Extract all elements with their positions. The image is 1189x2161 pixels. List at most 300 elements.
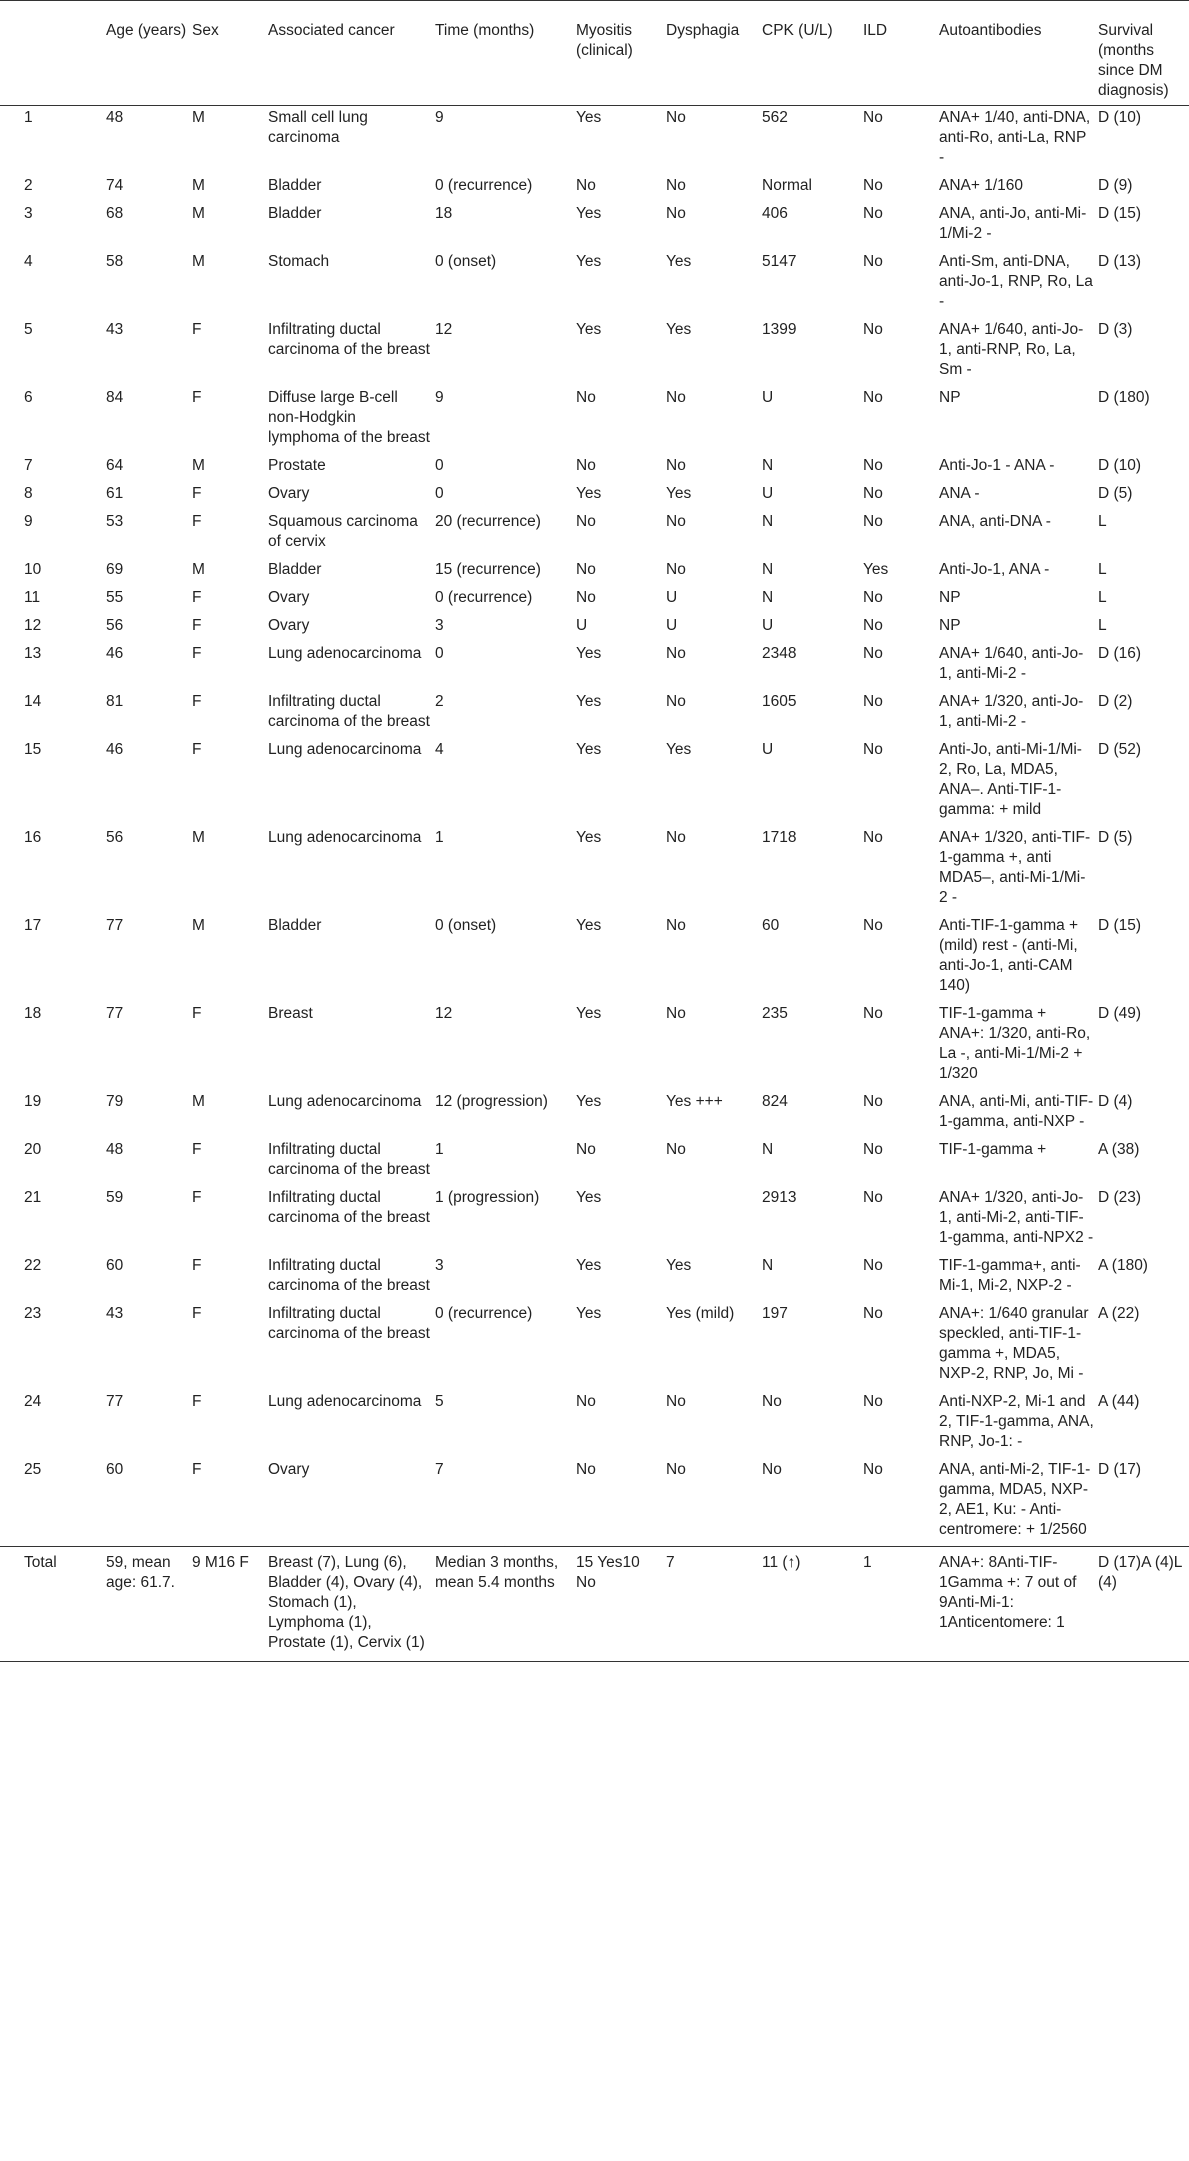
cell-myositis: No <box>576 513 596 530</box>
cell-myositis: U <box>576 617 588 634</box>
cell-time: 5 <box>435 1393 444 1410</box>
col-header-index <box>0 1 106 106</box>
table-row <box>0 1138 1189 1186</box>
cell-cancer: Bladder <box>268 917 322 934</box>
cell-myositis: Yes <box>576 1093 602 1110</box>
cell-cancer: Lung adenocarcinoma <box>268 829 422 846</box>
cell-autoantibodies: TIF-1-gamma + <box>939 1141 1047 1158</box>
cell-cancer: Lung adenocarcinoma <box>268 645 422 662</box>
cell-sex: F <box>192 617 202 634</box>
cell-cancer: Bladder <box>268 177 322 194</box>
table-row <box>0 1186 1189 1254</box>
cell-ild: No <box>863 693 883 710</box>
cell-myositis: No <box>576 589 596 606</box>
cell-age: 55 <box>106 589 124 606</box>
cell-survival: L <box>1098 589 1107 606</box>
cell-sex: M <box>192 1093 205 1110</box>
cell-age: 77 <box>106 1005 124 1022</box>
cell-dysphagia: No <box>666 561 686 578</box>
cell-autoantibodies: Anti-Sm, anti-DNA, anti-Jo-1, RNP, Ro, La - <box>939 253 1093 310</box>
total-sex: 9 M16 F <box>192 1554 249 1571</box>
col-header-time: Time (months) <box>435 22 535 39</box>
cell-autoantibodies: TIF-1-gamma + ANA+: 1/320, anti-Ro, La -, anti-Mi-1/Mi-2 + 1/320 <box>939 1005 1091 1082</box>
cell-age: 60 <box>106 1257 124 1274</box>
cell-time: 20 (recurrence) <box>435 513 541 530</box>
cell-myositis: Yes <box>576 1189 602 1206</box>
cell-ild: No <box>863 1305 883 1322</box>
total-myositis: 15 Yes10 No <box>576 1554 640 1591</box>
cell-sex: F <box>192 1141 202 1158</box>
cell-cpk: U <box>762 741 774 758</box>
table-row <box>0 558 1189 586</box>
cell-autoantibodies: Anti-Jo, anti-Mi-1/Mi-2, Ro, La, MDA5, ANA–. Anti-TIF-1-gamma: + mild <box>939 741 1082 818</box>
cell-ild: No <box>863 1141 883 1158</box>
col-header-cancer: Associated cancer <box>268 22 395 39</box>
cell-index: 23 <box>24 1305 42 1322</box>
cell-ild: No <box>863 457 883 474</box>
cell-time: 12 (progression) <box>435 1093 548 1110</box>
cell-cancer: Breast <box>268 1005 313 1022</box>
cell-survival: A (44) <box>1098 1393 1140 1410</box>
cell-time: 0 (recurrence) <box>435 589 533 606</box>
cell-survival: D (5) <box>1098 485 1133 502</box>
cell-dysphagia: Yes <box>666 321 692 338</box>
cell-autoantibodies: NP <box>939 589 961 606</box>
cell-survival: D (10) <box>1098 109 1142 126</box>
cell-age: 53 <box>106 513 124 530</box>
cell-myositis: Yes <box>576 485 602 502</box>
cell-myositis: Yes <box>576 205 602 222</box>
cell-age: 79 <box>106 1093 124 1110</box>
table-row <box>0 1090 1189 1138</box>
cell-dysphagia: No <box>666 645 686 662</box>
cell-time: 1 <box>435 1141 444 1158</box>
cell-dysphagia: U <box>666 589 678 606</box>
cell-age: 43 <box>106 321 124 338</box>
col-header-cpk: CPK (U/L) <box>762 22 833 39</box>
cell-age: 43 <box>106 1305 124 1322</box>
cell-dysphagia: Yes <box>666 741 692 758</box>
cell-survival: L <box>1098 513 1107 530</box>
cell-age: 84 <box>106 389 124 406</box>
cell-cancer: Bladder <box>268 205 322 222</box>
cell-survival: A (38) <box>1098 1141 1140 1158</box>
cell-ild: No <box>863 1005 883 1022</box>
cell-index: 3 <box>24 205 33 222</box>
cell-survival: D (180) <box>1098 389 1150 406</box>
cell-cpk: N <box>762 1141 774 1158</box>
col-header-sex: Sex <box>192 22 219 39</box>
cell-index: 8 <box>24 485 33 502</box>
cell-autoantibodies: Anti-NXP-2, Mi-1 and 2, TIF-1-gamma, ANA, RNP, Jo-1: - <box>939 1393 1094 1450</box>
cell-cpk: N <box>762 1257 774 1274</box>
cell-autoantibodies: ANA, anti-Mi, anti-TIF-1-gamma, anti-NXP - <box>939 1093 1094 1130</box>
cell-time: 18 <box>435 205 453 222</box>
cell-index: 1 <box>24 109 33 126</box>
cell-cancer: Ovary <box>268 617 310 634</box>
cell-autoantibodies: ANA, anti-DNA - <box>939 513 1051 530</box>
cell-time: 4 <box>435 741 444 758</box>
cell-cancer: Small cell lung carcinoma <box>268 109 368 146</box>
cell-dysphagia: No <box>666 205 686 222</box>
total-time: Median 3 months, mean 5.4 months <box>435 1554 559 1591</box>
cell-myositis: Yes <box>576 109 602 126</box>
cell-autoantibodies: ANA+ 1/320, anti-TIF-1-gamma +, anti MDA5–, anti-Mi-1/Mi-2 - <box>939 829 1091 906</box>
cell-survival: L <box>1098 617 1107 634</box>
cell-ild: No <box>863 321 883 338</box>
cell-cancer: Infiltrating ductal carcinoma of the breast <box>268 1305 430 1342</box>
cell-cpk: 1718 <box>762 829 797 846</box>
cell-time: 0 (onset) <box>435 917 497 934</box>
cell-dysphagia: No <box>666 457 686 474</box>
cell-survival: D (52) <box>1098 741 1142 758</box>
cell-dysphagia <box>666 1186 762 1254</box>
cell-cancer: Infiltrating ductal carcinoma of the breast <box>268 1141 430 1178</box>
cell-survival: D (5) <box>1098 829 1133 846</box>
cell-cpk: 60 <box>762 917 780 934</box>
table-row <box>0 614 1189 642</box>
cell-age: 60 <box>106 1461 124 1478</box>
cell-cpk: 235 <box>762 1005 788 1022</box>
table-row <box>0 1302 1189 1390</box>
cell-sex: M <box>192 253 205 270</box>
cell-myositis: Yes <box>576 1257 602 1274</box>
col-header-myositis: Myositis (clinical) <box>576 22 633 59</box>
cell-autoantibodies: ANA+ 1/640, anti-Jo-1, anti-RNP, Ro, La, Sm - <box>939 321 1084 378</box>
cell-time: 15 (recurrence) <box>435 561 541 578</box>
cell-sex: F <box>192 321 202 338</box>
cell-survival: A (180) <box>1098 1257 1148 1274</box>
table-row <box>0 1390 1189 1458</box>
table-row <box>0 914 1189 1002</box>
cell-index: 11 <box>24 589 41 606</box>
cell-myositis: No <box>576 457 596 474</box>
cell-dysphagia: Yes <box>666 253 692 270</box>
cell-cpk: 2348 <box>762 645 797 662</box>
cell-index: 7 <box>24 457 33 474</box>
cell-survival: D (16) <box>1098 645 1142 662</box>
cell-myositis: Yes <box>576 321 602 338</box>
cell-dysphagia: No <box>666 1005 686 1022</box>
cell-age: 48 <box>106 109 124 126</box>
cell-age: 64 <box>106 457 124 474</box>
cell-cpk: 1605 <box>762 693 797 710</box>
cell-survival: D (9) <box>1098 177 1133 194</box>
cell-sex: M <box>192 917 205 934</box>
cell-ild: No <box>863 589 883 606</box>
cell-sex: M <box>192 561 205 578</box>
cell-autoantibodies: ANA - <box>939 485 980 502</box>
cell-ild: No <box>863 917 883 934</box>
table-row <box>0 738 1189 826</box>
cell-ild: No <box>863 1093 883 1110</box>
cell-dysphagia: No <box>666 177 686 194</box>
cell-time: 0 <box>435 645 444 662</box>
cell-time: 12 <box>435 321 453 338</box>
cell-autoantibodies: ANA+: 1/640 granular speckled, anti-TIF-1-gamma +, MDA5, NXP-2, RNP, Jo, Mi - <box>939 1305 1089 1382</box>
total-autoantibodies: ANA+: 8Anti-TIF-1Gamma +: 7 out of 9Anti-Mi-1: 1Anticentomere: 1 <box>939 1554 1077 1631</box>
cell-survival: D (23) <box>1098 1189 1142 1206</box>
cell-time: 3 <box>435 617 444 634</box>
table-row <box>0 1254 1189 1302</box>
cell-time: 7 <box>435 1461 444 1478</box>
cell-autoantibodies: ANA+ 1/320, anti-Jo-1, anti-Mi-2, anti-TIF-1-gamma, anti-NPX2 - <box>939 1189 1094 1246</box>
cell-sex: F <box>192 485 202 502</box>
cell-myositis: No <box>576 1461 596 1478</box>
cell-myositis: Yes <box>576 253 602 270</box>
cell-sex: M <box>192 177 205 194</box>
cell-cpk: 406 <box>762 205 788 222</box>
cell-cpk: N <box>762 513 774 530</box>
cell-index: 25 <box>24 1461 42 1478</box>
cell-cancer: Bladder <box>268 561 322 578</box>
cell-cancer: Infiltrating ductal carcinoma of the breast <box>268 1257 430 1294</box>
cell-dysphagia: No <box>666 109 686 126</box>
cell-time: 0 (recurrence) <box>435 1305 533 1322</box>
cell-survival: D (15) <box>1098 917 1142 934</box>
cell-time: 1 <box>435 829 444 846</box>
cell-cancer: Infiltrating ductal carcinoma of the breast <box>268 321 430 358</box>
cell-sex: F <box>192 1257 202 1274</box>
cell-index: 16 <box>24 829 42 846</box>
cell-age: 48 <box>106 1141 124 1158</box>
total-age: 59, mean age: 61.7. <box>106 1554 175 1591</box>
cell-autoantibodies: ANA+ 1/640, anti-Jo-1, anti-Mi-2 - <box>939 645 1084 682</box>
col-header-dysphagia: Dysphagia <box>666 22 740 39</box>
cell-age: 69 <box>106 561 124 578</box>
cell-index: 4 <box>24 253 33 270</box>
cell-index: 22 <box>24 1257 42 1274</box>
cell-time: 0 <box>435 485 444 502</box>
cell-time: 0 (recurrence) <box>435 177 533 194</box>
cell-cpk: U <box>762 485 774 502</box>
total-label: Total <box>24 1554 57 1571</box>
cell-myositis: Yes <box>576 1305 602 1322</box>
cell-index: 24 <box>24 1393 42 1410</box>
cell-sex: F <box>192 693 202 710</box>
cell-myositis: Yes <box>576 829 602 846</box>
table-row <box>0 202 1189 250</box>
cell-cancer: Lung adenocarcinoma <box>268 741 422 758</box>
cell-sex: F <box>192 1005 202 1022</box>
cell-ild: No <box>863 513 883 530</box>
cell-survival: L <box>1098 561 1107 578</box>
cell-cancer: Stomach <box>268 253 330 270</box>
table-row <box>0 174 1189 202</box>
cell-sex: M <box>192 829 205 846</box>
total-dysphagia: 7 <box>666 1554 675 1571</box>
cell-dysphagia: U <box>666 617 678 634</box>
cell-age: 58 <box>106 253 124 270</box>
cell-survival: D (10) <box>1098 457 1142 474</box>
cell-survival: D (13) <box>1098 253 1142 270</box>
cell-cpk: U <box>762 389 774 406</box>
cell-time: 0 (onset) <box>435 253 497 270</box>
table-row <box>0 454 1189 482</box>
table-row <box>0 690 1189 738</box>
cell-time: 12 <box>435 1005 453 1022</box>
cell-survival: D (49) <box>1098 1005 1142 1022</box>
cell-dysphagia: No <box>666 917 686 934</box>
cell-age: 59 <box>106 1189 124 1206</box>
cell-ild: No <box>863 1393 883 1410</box>
cell-cpk: No <box>762 1461 782 1478</box>
cell-index: 12 <box>24 617 42 634</box>
cell-ild: No <box>863 109 883 126</box>
cell-ild: No <box>863 617 883 634</box>
cell-ild: No <box>863 1189 883 1206</box>
cell-cpk: 2913 <box>762 1189 797 1206</box>
cell-sex: F <box>192 1305 202 1322</box>
cell-age: 74 <box>106 177 124 194</box>
cell-myositis: Yes <box>576 1005 602 1022</box>
cell-index: 2 <box>24 177 33 194</box>
cell-cpk: U <box>762 617 774 634</box>
cell-cancer: Prostate <box>268 457 326 474</box>
cell-cancer: Ovary <box>268 1461 310 1478</box>
cell-ild: No <box>863 1461 883 1478</box>
cell-age: 77 <box>106 1393 124 1410</box>
cell-cancer: Infiltrating ductal carcinoma of the breast <box>268 693 430 730</box>
cell-sex: F <box>192 389 202 406</box>
cell-index: 6 <box>24 389 33 406</box>
cell-cancer: Lung adenocarcinoma <box>268 1093 422 1110</box>
cell-dysphagia: No <box>666 829 686 846</box>
table-row <box>0 318 1189 386</box>
cell-age: 81 <box>106 693 124 710</box>
cell-cpk: 5147 <box>762 253 797 270</box>
cell-dysphagia: No <box>666 1393 686 1410</box>
cell-cancer: Diffuse large B-cell non-Hodgkin lymphoma of the breast <box>268 389 430 446</box>
cell-sex: M <box>192 205 205 222</box>
cell-sex: F <box>192 1461 202 1478</box>
cell-survival: D (3) <box>1098 321 1133 338</box>
cell-index: 14 <box>24 693 42 710</box>
cell-index: 13 <box>24 645 42 662</box>
cell-cancer: Infiltrating ductal carcinoma of the breast <box>268 1189 430 1226</box>
cell-survival: D (15) <box>1098 205 1142 222</box>
cell-cpk: 562 <box>762 109 788 126</box>
cell-cpk: 1399 <box>762 321 797 338</box>
cell-dysphagia: No <box>666 513 686 530</box>
cell-sex: F <box>192 645 202 662</box>
cell-ild: No <box>863 253 883 270</box>
cell-age: 46 <box>106 741 124 758</box>
cell-autoantibodies: ANA, anti-Mi-2, TIF-1-gamma, MDA5, NXP-2, AE1, Ku: - Anti-centromere: + 1/2560 <box>939 1461 1091 1538</box>
cell-index: 15 <box>24 741 42 758</box>
col-header-ild: ILD <box>863 22 888 39</box>
cell-autoantibodies: NP <box>939 617 961 634</box>
cell-cancer: Ovary <box>268 589 310 606</box>
cell-ild: No <box>863 645 883 662</box>
cell-myositis: Yes <box>576 917 602 934</box>
cell-time: 9 <box>435 109 444 126</box>
cell-index: 19 <box>24 1093 42 1110</box>
cell-ild: Yes <box>863 561 889 578</box>
cell-age: 68 <box>106 205 124 222</box>
cell-myositis: Yes <box>576 645 602 662</box>
cell-ild: No <box>863 389 883 406</box>
cell-survival: D (4) <box>1098 1093 1133 1110</box>
cell-ild: No <box>863 177 883 194</box>
cell-cancer: Ovary <box>268 485 310 502</box>
cell-index: 17 <box>24 917 42 934</box>
total-cancer: Breast (7), Lung (6), Bladder (4), Ovary (4), Stomach (1), Lymphoma (1), Prostate (1), Cervix (1) <box>268 1554 425 1651</box>
table-row <box>0 106 1189 175</box>
cell-age: 56 <box>106 617 124 634</box>
cell-dysphagia: Yes <box>666 485 692 502</box>
cell-time: 0 <box>435 457 444 474</box>
cell-time: 1 (progression) <box>435 1189 540 1206</box>
cell-myositis: No <box>576 1141 596 1158</box>
total-survival: D (17)A (4)L (4) <box>1098 1554 1182 1591</box>
cell-time: 9 <box>435 389 444 406</box>
cell-dysphagia: No <box>666 693 686 710</box>
cell-index: 20 <box>24 1141 42 1158</box>
cell-survival: D (17) <box>1098 1461 1142 1478</box>
cell-autoantibodies: NP <box>939 389 961 406</box>
cell-autoantibodies: ANA, anti-Jo, anti-Mi-1/Mi-2 - <box>939 205 1087 242</box>
cell-ild: No <box>863 485 883 502</box>
cell-autoantibodies: ANA+ 1/320, anti-Jo-1, anti-Mi-2 - <box>939 693 1084 730</box>
cell-sex: F <box>192 513 202 530</box>
cell-ild: No <box>863 205 883 222</box>
cell-sex: M <box>192 457 205 474</box>
cell-age: 61 <box>106 485 124 502</box>
cell-cpk: No <box>762 1393 782 1410</box>
cell-time: 3 <box>435 1257 444 1274</box>
cell-autoantibodies: Anti-Jo-1, ANA - <box>939 561 1050 578</box>
table-row <box>0 386 1189 454</box>
cell-survival: A (22) <box>1098 1305 1140 1322</box>
cell-age: 56 <box>106 829 124 846</box>
table-row <box>0 642 1189 690</box>
table-row <box>0 510 1189 558</box>
cell-autoantibodies: ANA+ 1/160 <box>939 177 1024 194</box>
total-ild: 1 <box>863 1554 872 1571</box>
cell-sex: F <box>192 1393 202 1410</box>
cell-dysphagia: No <box>666 1141 686 1158</box>
cell-age: 46 <box>106 645 124 662</box>
col-header-autoantibodies: Autoantibodies <box>939 22 1042 39</box>
cell-survival: D (2) <box>1098 693 1133 710</box>
cell-cpk: 197 <box>762 1305 788 1322</box>
cell-index: 9 <box>24 513 33 530</box>
cell-sex: F <box>192 1189 202 1206</box>
table-row <box>0 1458 1189 1547</box>
cell-autoantibodies: Anti-TIF-1-gamma + (mild) rest - (anti-Mi, anti-Jo-1, anti-CAM 140) <box>939 917 1079 994</box>
cell-index: 18 <box>24 1005 42 1022</box>
cell-dysphagia: Yes +++ <box>666 1093 723 1110</box>
cell-sex: F <box>192 589 202 606</box>
cell-autoantibodies: TIF-1-gamma+, anti-Mi-1, Mi-2, NXP-2 - <box>939 1257 1081 1294</box>
cell-myositis: Yes <box>576 741 602 758</box>
cell-time: 2 <box>435 693 444 710</box>
cell-myositis: No <box>576 389 596 406</box>
cell-ild: No <box>863 829 883 846</box>
table-row <box>0 826 1189 914</box>
cell-index: 21 <box>24 1189 42 1206</box>
cell-index: 10 <box>24 561 42 578</box>
cell-dysphagia: No <box>666 1461 686 1478</box>
cell-cancer: Squamous carcinoma of cervix <box>268 513 418 550</box>
cell-ild: No <box>863 741 883 758</box>
cell-ild: No <box>863 1257 883 1274</box>
cell-autoantibodies: ANA+ 1/40, anti-DNA, anti-Ro, anti-La, RNP - <box>939 109 1091 166</box>
cell-cpk: N <box>762 457 774 474</box>
cell-cancer: Lung adenocarcinoma <box>268 1393 422 1410</box>
total-cpk: 11 (↑) <box>762 1554 801 1571</box>
